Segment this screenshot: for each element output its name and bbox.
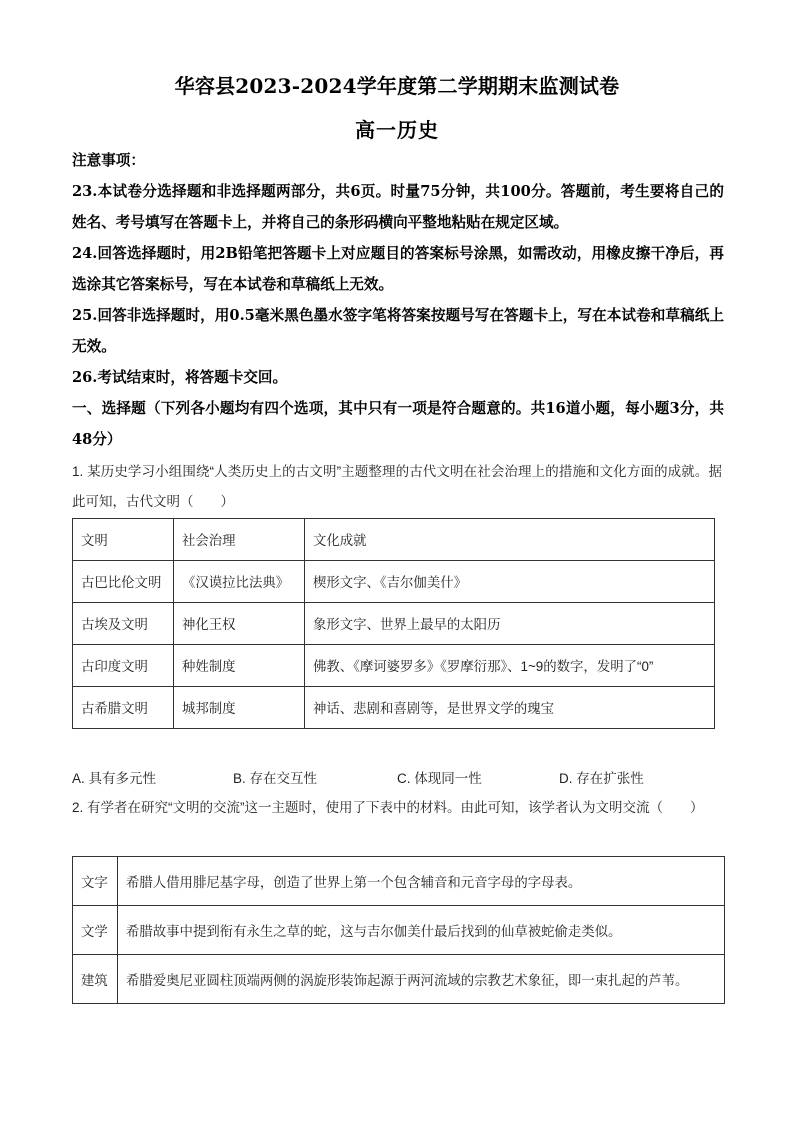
table-row: [73, 857, 725, 906]
notice-heading: 注意事项：: [72, 152, 145, 169]
table-cell: 古希腊文明: [73, 687, 174, 729]
table-row: [73, 603, 715, 645]
notice-item: 24.回答选择题时，用2B铅笔把答题卡上对应题目的答案标号涂黑，如需改动，用橡皮擦干净后，再选涂其它答案标号，写在本试卷和草稿纸上无效。: [72, 245, 724, 293]
option-d[interactable]: D. 存在扩张性: [559, 771, 644, 786]
table-row: [73, 561, 715, 603]
question-1-stem: 1. 某历史学习小组围绕“人类历史上的古文明”主题整理的古代文明在社会治理上的措施和文化方面的成就。据此可知，古代文明（ ）: [72, 464, 722, 509]
section-heading: 一、选择题（下列各小题均有四个选项，其中只有一项是符合题意的。共16道小题，每小题3分，共48分）: [72, 400, 724, 448]
notice-item: 26.考试结束时，将答题卡交回。: [72, 369, 288, 386]
table-header-cell: 社会治理: [174, 519, 305, 561]
exam-title: 华容县2023-2024学年度第二学期期末监测试卷: [174, 74, 620, 98]
exam-subject: 高一历史: [355, 118, 439, 142]
option-b[interactable]: B. 存在交互性: [233, 771, 318, 786]
table-row: [73, 955, 725, 1004]
option-c[interactable]: C. 体现同一性: [397, 771, 482, 786]
table-header-cell: 文化成就: [305, 519, 715, 561]
table-cell: 楔形文字、《吉尔伽美什》: [305, 561, 715, 603]
question-1-options: [72, 763, 722, 791]
question-2-stem: 2. 有学者在研究“文明的交流”这一主题时，使用了下表中的材料。由此可知，该学者认为文明交流（ ）: [72, 800, 704, 815]
table-cell: 种姓制度: [174, 645, 305, 687]
table-cell: 城邦制度: [174, 687, 305, 729]
question-2-table: [72, 856, 725, 1004]
table-cell: 文字: [73, 857, 118, 906]
table-cell: 神话、悲剧和喜剧等，是世界文学的瑰宝: [305, 687, 715, 729]
notice-item: 23.本试卷分选择题和非选择题两部分，共6页。时量75分钟，共100分。答题前，考生要将自己的姓名、考号填写在答题卡上，并将自己的条形码横向平整地粘贴在规定区域。: [72, 183, 724, 231]
table-cell: 古印度文明: [73, 645, 174, 687]
table-cell: 《汉谟拉比法典》: [174, 561, 305, 603]
table-cell: 佛教、《摩诃婆罗多》《罗摩衍那》、1~9的数字，发明了“0”: [305, 645, 715, 687]
table-row: [73, 645, 715, 687]
table-cell: 希腊故事中提到衔有永生之草的蛇，这与吉尔伽美什最后找到的仙草被蛇偷走类似。: [118, 906, 725, 955]
table-cell: 古巴比伦文明: [73, 561, 174, 603]
table-header-cell: 文明: [73, 519, 174, 561]
table-cell: 古埃及文明: [73, 603, 174, 645]
table-row: [73, 906, 725, 955]
notice-list: [72, 176, 724, 455]
table-row: [73, 687, 715, 729]
notice-item: 25.回答非选择题时，用0.5毫米黑色墨水签字笔将答案按题号写在答题卡上，写在本试卷和草稿纸上无效。: [72, 307, 724, 355]
table-cell: 希腊人借用腓尼基字母，创造了世界上第一个包含辅音和元音字母的字母表。: [118, 857, 725, 906]
table-header-row: [73, 519, 715, 561]
option-a[interactable]: A. 具有多元性: [72, 771, 157, 786]
question-1-table: [72, 518, 715, 729]
table-cell: 建筑: [73, 955, 118, 1004]
table-cell: 希腊爱奥尼亚圆柱顶端两侧的涡旋形装饰起源于两河流域的宗教艺术象征，即一束扎起的芦苇。: [118, 955, 725, 1004]
table-cell: 文学: [73, 906, 118, 955]
table-cell: 神化王权: [174, 603, 305, 645]
table-cell: 象形文字、世界上最早的太阳历: [305, 603, 715, 645]
